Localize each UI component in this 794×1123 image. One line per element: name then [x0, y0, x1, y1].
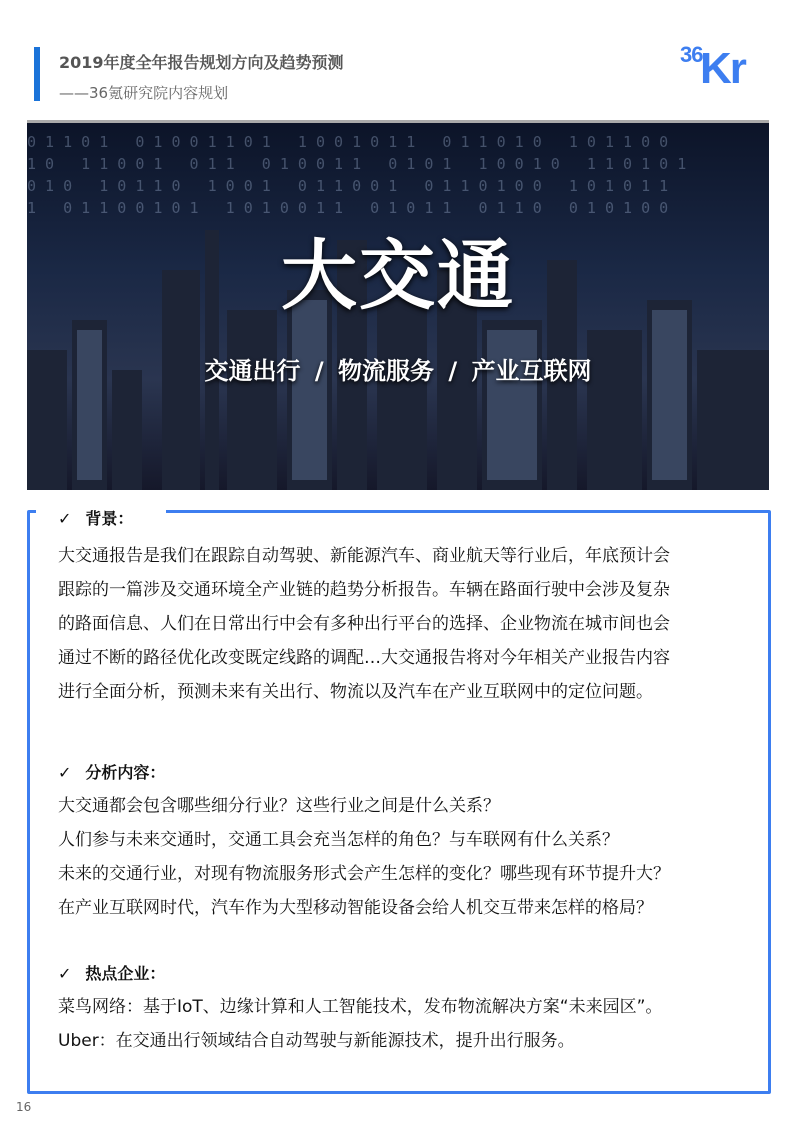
- section-companies: [58, 961, 662, 1058]
- text-line: 的路面信息、人们在日常出行中会有多种出行平台的选择、企业物流在城市间也会: [58, 614, 670, 634]
- section-analysis: [58, 760, 670, 925]
- section-heading: 分析内容：: [85, 763, 166, 782]
- binary-background: 0 1 1 0 1 0 1 0 0 1 1 0 1 1 0 0 1 0 1 1 0 1 1 0 1 0 1 0 1 1 0 0 1 0 1 1 0 0 1 0 1 1 0 1 0 0 1 1 0 1 0 1 1 0 0 1 0 1 1 0 1 0 1 0 1 0 1 0 1 1 0 1 0 0 1 0 1 1 0 0 1 0 1 1 0 1 0 0 1 0 1 0 1 1 1 0 1 1 0 0 1 0 1 1 0 1 0 0 1 1 0 1 0 1 1 0 1 1 0 0 1 0 1 0 0: [27, 133, 687, 217]
- section-heading: 背景：: [85, 509, 134, 528]
- check-icon: ✓: [58, 509, 72, 528]
- text-line: 菜鸟网络：基于IoT、边缘计算和人工智能技术，发布物流解决方案“未来园区”。: [58, 997, 663, 1017]
- text-line: Uber：在交通出行领域结合自动驾驶与新能源技术，提升出行服务。: [58, 1031, 575, 1051]
- logo-kr: Kr: [700, 44, 745, 93]
- banner-title: 大交通: [281, 231, 515, 320]
- text-line: 大交通都会包含哪些细分行业？这些行业之间是什么关系？: [58, 796, 500, 816]
- banner-image: [27, 120, 769, 490]
- page-number: 16: [16, 1100, 32, 1114]
- text-line: 大交通报告是我们在跟踪自动驾驶、新能源汽车、商业航天等行业后，年底预计会: [58, 546, 670, 566]
- text-line: 在产业互联网时代，汽车作为大型移动智能设备会给人机交互带来怎样的格局？: [58, 898, 653, 918]
- check-icon: ✓: [58, 763, 72, 782]
- text-line: 进行全面分析，预测未来有关出行、物流以及汽车在产业互联网中的定位问题。: [58, 682, 653, 702]
- banner-subtitle: 交通出行 / 物流服务 / 产业互联网: [204, 357, 592, 385]
- check-icon: ✓: [58, 964, 72, 983]
- text-line: 跟踪的一篇涉及交通环境全产业链的趋势分析报告。车辆在路面行驶中会涉及复杂: [58, 580, 670, 600]
- text-line: 人们参与未来交通时，交通工具会充当怎样的角色？与车联网有什么关系？: [58, 830, 619, 850]
- logo-num: 36: [680, 42, 703, 67]
- section-heading: 热点企业：: [85, 964, 166, 983]
- text-line: 未来的交通行业，对现有物流服务形式会产生怎样的变化？哪些现有环节提升大？: [58, 864, 670, 884]
- header-accent-bar: [34, 47, 40, 101]
- text-line: 通过不断的路径优化改变既定线路的调配…大交通报告将对今年相关产业报告内容: [58, 648, 670, 668]
- report-subtitle: ——36氪研究院内容规划: [59, 84, 229, 102]
- report-title: 2019年度全年报告规划方向及趋势预测: [59, 53, 344, 72]
- section-background: [58, 506, 670, 709]
